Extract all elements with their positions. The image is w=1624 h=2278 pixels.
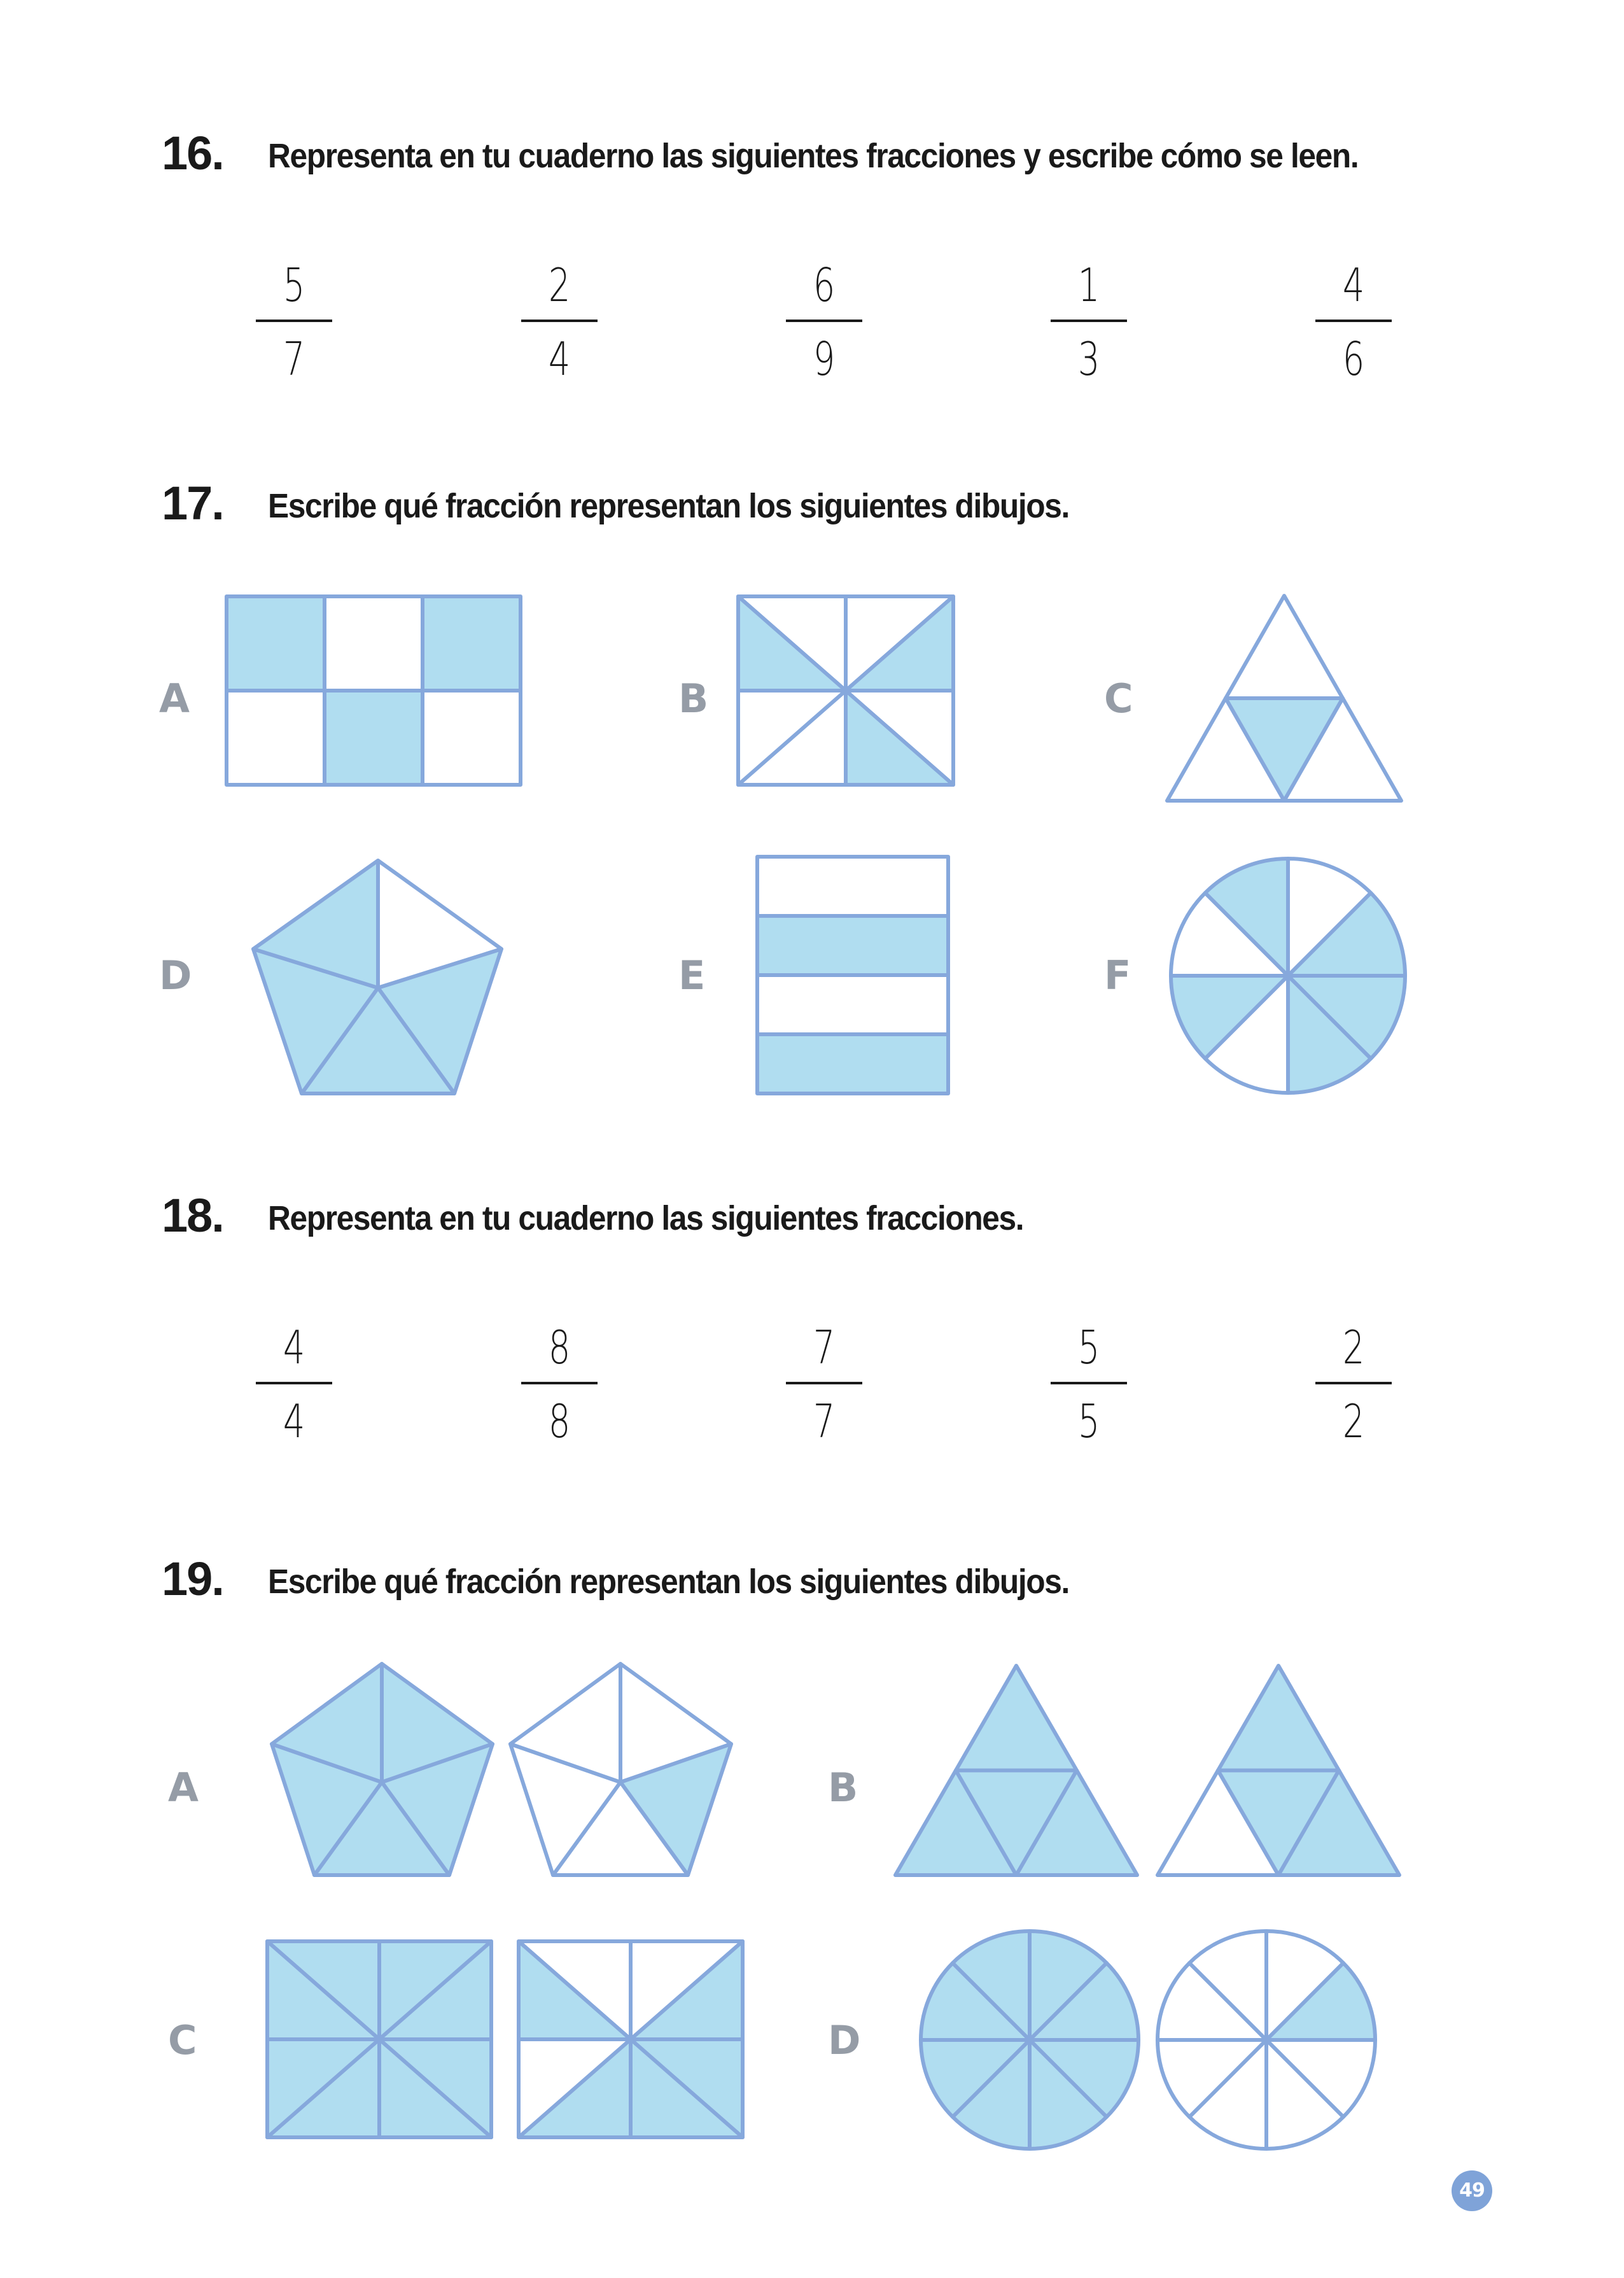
grid-cell xyxy=(325,596,423,691)
denominator: 3 xyxy=(1077,332,1100,386)
numerator: 7 xyxy=(813,1321,836,1374)
grid-cell xyxy=(325,691,423,785)
figure-label: B xyxy=(828,1764,858,1811)
figure-label: B xyxy=(678,675,709,722)
triangle-part xyxy=(956,1666,1077,1771)
figure-label: F xyxy=(1104,952,1131,999)
denominator: 7 xyxy=(283,332,305,386)
stripe xyxy=(757,1034,948,1093)
numerator: 4 xyxy=(283,1321,305,1374)
figure-label: C xyxy=(168,2017,197,2064)
stripe xyxy=(757,975,948,1034)
figure-label: D xyxy=(159,952,192,999)
numerator: 4 xyxy=(1342,258,1365,312)
triangle-part xyxy=(1218,1666,1339,1771)
grid-cell xyxy=(227,596,325,691)
page-number-badge: 49 xyxy=(1452,2170,1492,2211)
triangle-part xyxy=(1226,596,1343,698)
denominator: 2 xyxy=(1342,1395,1365,1448)
question-number: 17. xyxy=(162,477,223,530)
denominator: 8 xyxy=(548,1395,571,1448)
denominator: 4 xyxy=(283,1395,305,1448)
stripe xyxy=(757,857,948,916)
question-number: 18. xyxy=(162,1189,223,1242)
figure-label: A xyxy=(159,675,190,722)
numerator: 2 xyxy=(1342,1321,1365,1374)
numerator: 5 xyxy=(283,258,305,312)
grid-cell xyxy=(227,691,325,785)
question-text: Escribe qué fracción representan los siguientes dibujos. xyxy=(268,1563,1069,1601)
numerator: 5 xyxy=(1077,1321,1100,1374)
numerator: 8 xyxy=(548,1321,571,1374)
numerator: 1 xyxy=(1077,258,1100,312)
question-text: Representa en tu cuaderno las siguientes fracciones. xyxy=(268,1199,1024,1237)
numerator: 2 xyxy=(548,258,571,312)
question-number: 16. xyxy=(162,127,223,179)
figure-label: E xyxy=(678,952,706,999)
figure-label: C xyxy=(1104,675,1133,722)
question-text: Escribe qué fracción representan los siguientes dibujos. xyxy=(268,487,1069,525)
stripe xyxy=(757,916,948,975)
question-number: 19. xyxy=(162,1552,223,1605)
denominator: 4 xyxy=(548,332,571,386)
denominator: 5 xyxy=(1077,1395,1100,1448)
denominator: 6 xyxy=(1342,332,1365,386)
figure-label: D xyxy=(828,2017,861,2064)
grid-cell xyxy=(423,691,521,785)
denominator: 7 xyxy=(813,1395,836,1448)
grid-cell xyxy=(423,596,521,691)
numerator: 6 xyxy=(813,258,836,312)
denominator: 9 xyxy=(813,332,836,386)
figure-label: A xyxy=(168,1764,199,1811)
question-text: Representa en tu cuaderno las siguientes fracciones y escribe cómo se leen. xyxy=(268,137,1359,175)
